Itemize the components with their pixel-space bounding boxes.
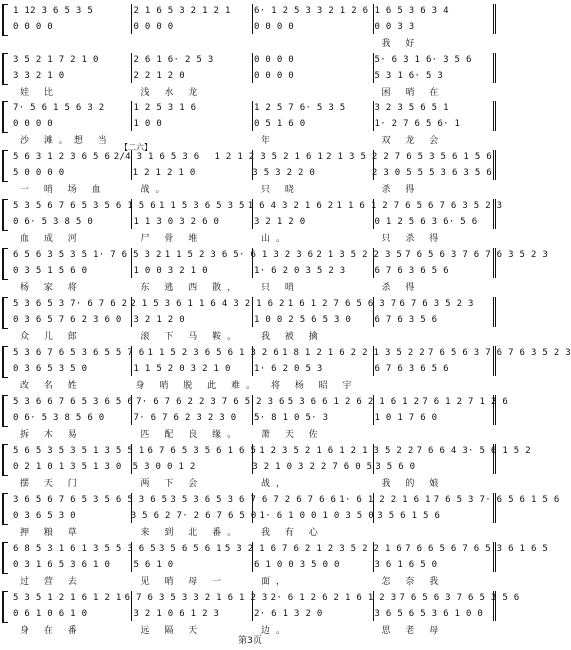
system-brace xyxy=(2,591,8,623)
lyric: 血 成 河 xyxy=(20,234,83,244)
upper-voice xyxy=(10,395,509,409)
staff-system xyxy=(0,246,549,298)
barline xyxy=(131,591,132,621)
barline xyxy=(373,101,374,131)
lyric: 拆 木 易 xyxy=(20,430,83,440)
lower-voice xyxy=(10,362,492,376)
lyric: 浅 水 龙 xyxy=(140,88,204,98)
lower-voice xyxy=(10,215,492,229)
barline xyxy=(252,150,253,180)
measure: 0 6· 5 3 8 5 6 0 xyxy=(13,413,105,423)
upper-voice xyxy=(10,591,520,605)
measure: 5 0 0 0 0 xyxy=(13,168,65,178)
measure: 2· 6 1 2 6 2 1 6 1 2 3 xyxy=(270,593,397,603)
measure: 3 5 6 5 6 1 xyxy=(158,544,222,554)
lyric: 杨 家 将 xyxy=(20,283,83,293)
measure: 0 3 1 6 5 3 6 1 0 xyxy=(13,560,111,570)
measure: 0 0 0 0 xyxy=(13,22,54,32)
measure: 2 6 1 6· 2 5 3 xyxy=(133,55,214,65)
lyric: 我 的 娘 xyxy=(381,479,445,489)
lyric: 将 杨 昭 宇 xyxy=(270,381,358,391)
barline xyxy=(131,150,132,180)
measure: 3 2 1 2 0 xyxy=(254,217,306,227)
page-number: 第3页 xyxy=(238,636,262,646)
measure: 1 1 5 3 6 5 3 5 xyxy=(158,201,245,211)
lyric: 只 哨 xyxy=(261,283,300,293)
measure: 1 1 5 2 3 6 5 6 1 3 2 6 xyxy=(147,348,280,358)
barline xyxy=(252,493,253,523)
upper-voice xyxy=(10,444,531,458)
measure: 1 0 1 7 6 0 xyxy=(374,413,438,423)
system-brace xyxy=(2,248,8,280)
lyric xyxy=(372,526,493,540)
measure: 3 5 2 1 7 2 1 0 xyxy=(13,55,99,65)
barline xyxy=(493,346,496,376)
lyric: 山。 xyxy=(261,234,292,244)
measure: 5 6 3 1 2 3 6 5 6 xyxy=(13,152,111,162)
measure: 0 0 0 0 xyxy=(133,22,174,32)
measure: 0 6 1 0 6 1 0 xyxy=(13,609,88,619)
measure: 7· 6 7 6 2 2 3 7 6 5 2 3 6 xyxy=(136,397,285,407)
barline xyxy=(373,346,374,376)
lyric: 改 名 姓 xyxy=(20,381,83,391)
barline xyxy=(373,150,374,180)
lyrics-row xyxy=(10,232,492,246)
measure: 5· 8 1 0 5· 3 xyxy=(254,413,329,423)
section-marker: 【二六】 xyxy=(120,143,152,152)
measure: 1· 6 1 2 2 1 6 1 xyxy=(339,495,431,505)
barline xyxy=(373,444,374,474)
measure: 1· 6 2 0 3 5 2 3 xyxy=(254,266,346,276)
measure: 1 1 6 1 2 7 6 5 6 7 6 3 5 2 3 xyxy=(336,201,503,211)
lyrics-row xyxy=(10,281,492,295)
lyric xyxy=(10,37,131,51)
measure: 6· 1 2 5 3 3 2 1 2 6 xyxy=(254,6,369,16)
barline xyxy=(131,444,132,474)
upper-voice xyxy=(10,297,492,311)
measure: 0 3 6 5 7 6 2 3 6 0 xyxy=(13,315,122,325)
upper-voice xyxy=(10,493,560,507)
barline xyxy=(252,248,253,278)
measure: 1 6 4 3 2 1 6 2 xyxy=(247,201,334,211)
measure: 1 2 1 2 3 5 2 1 6 1 xyxy=(214,152,324,162)
lyrics-row xyxy=(10,379,492,393)
barline xyxy=(252,542,253,572)
barline xyxy=(252,199,253,229)
barline xyxy=(131,346,132,376)
lyric: 边。 xyxy=(261,626,292,636)
measure: 7 6 6 5 6 7 6 5 3 6 1 6 5 xyxy=(405,544,549,554)
barline xyxy=(373,542,374,572)
barline xyxy=(373,4,374,34)
lyric: 过 营 去 xyxy=(20,577,83,587)
barline xyxy=(493,101,496,131)
lyric: 双 龙 会 xyxy=(381,136,445,146)
barline xyxy=(252,591,253,621)
measure: 5 3 0 0 1 2 xyxy=(132,462,196,472)
measure: 3 5 6 1 5 6 xyxy=(377,511,441,521)
lyric: 押 粮 草 xyxy=(20,528,83,538)
system-brace xyxy=(2,4,8,36)
measure: 6 7 6 3 5 6 xyxy=(374,315,438,325)
lyrics-row xyxy=(10,183,492,197)
measure: 6 7 6 3 6 5 6 xyxy=(374,364,449,374)
measure: 1 2 1 2 1 0 xyxy=(132,168,196,178)
barline xyxy=(373,493,374,523)
lower-voice xyxy=(10,460,492,474)
lyric: 东 逃 西 散， xyxy=(140,283,243,293)
lyric: 来 到 北 番。 xyxy=(140,528,243,538)
measure: 5 3 6 5 3 7· 6 7 6 2 xyxy=(13,299,128,309)
measure: 6 7 6 3 5 3 3 2 1 6 1 2 3 xyxy=(124,593,268,603)
lyric: 见 哨 母 一 xyxy=(140,577,228,587)
measure: 0 5 1 6 0 xyxy=(254,119,306,129)
barline xyxy=(493,493,496,523)
lyric: 怎 奈 我 xyxy=(381,577,445,587)
measure: 0 0 0 0 xyxy=(254,71,295,81)
staff-system xyxy=(0,540,549,592)
system-brace xyxy=(2,346,8,378)
measure: 6 5 6 3 5 3 5 1· 7 6 5 3 2 xyxy=(13,250,162,260)
measure: 1· 2 7 6 5 6· 1 xyxy=(374,119,461,129)
measure: 6 7 6 3 6 5 6 xyxy=(374,266,449,276)
measure: 1 1 5 2 0 3 2 1 0 xyxy=(133,364,231,374)
measure: 7· 5 6 1 5 6 3 2 xyxy=(13,103,105,113)
lyrics-row xyxy=(10,428,492,442)
lyric: 摆 天 门 xyxy=(20,479,83,489)
measure: 6 7 6 3 5 2 3 xyxy=(399,299,474,309)
upper-voice xyxy=(10,150,492,164)
measure: 7· 6 7 6 2 3 2 3 0 xyxy=(133,413,237,423)
lyrics-row xyxy=(10,477,492,491)
measure: 1 1 3 0 3 2 6 0 xyxy=(133,217,220,227)
lyric: 身 在 番 xyxy=(20,626,83,636)
lyrics-row xyxy=(10,575,492,589)
barline xyxy=(131,493,132,523)
barline xyxy=(493,248,496,278)
lyric: 尸 骨 堆 xyxy=(140,234,204,244)
barline xyxy=(131,101,132,131)
staff-system xyxy=(0,491,560,543)
lyric: 战， xyxy=(261,479,292,489)
staff-system xyxy=(0,589,520,641)
measure: 5 3 5 6 7 6 5 3 5 6 1 5 6 xyxy=(13,201,156,211)
measure: 7 6 5 6 3 7 6 7 6 3 5 2 3 xyxy=(405,250,549,260)
barline xyxy=(493,542,496,572)
barline xyxy=(131,199,132,229)
lower-voice xyxy=(10,411,492,425)
barline xyxy=(131,53,132,83)
lyrics-row xyxy=(10,134,492,148)
staff-system xyxy=(0,295,500,347)
lyric xyxy=(131,37,252,51)
measure: 2 1 5 3 6 1 1 6 4 3 2 1 6 2 xyxy=(130,299,285,309)
barline xyxy=(131,297,132,327)
measure: 2· 6 1 3 2 0 xyxy=(254,609,323,619)
lyric: 只 晓 xyxy=(261,185,300,195)
lyric: 杀 得 xyxy=(381,283,421,293)
staff-system xyxy=(0,442,531,494)
system-brace xyxy=(2,395,8,427)
lyric xyxy=(372,330,493,344)
barline xyxy=(493,591,496,621)
system-brace xyxy=(2,101,8,133)
lower-voice xyxy=(10,558,492,572)
barline xyxy=(493,444,496,474)
measure: 3 2 1 2 0 xyxy=(133,315,185,325)
lyric: 我 好 xyxy=(381,39,421,49)
staff-system xyxy=(0,197,503,249)
staff-system xyxy=(0,51,500,103)
upper-voice xyxy=(10,4,492,18)
measure: 5· 6 3 1 6· 3 5 6 xyxy=(374,55,472,65)
lyric: 一 哨 场 血 xyxy=(20,185,107,195)
lyric: 沙 滩。想 当 xyxy=(20,136,113,146)
barline xyxy=(373,395,374,425)
measure: 3 5 6 0 xyxy=(375,462,416,472)
lower-voice xyxy=(10,69,492,83)
barline xyxy=(493,150,496,180)
lyric: 年 xyxy=(261,136,277,146)
barline xyxy=(252,346,253,376)
lower-voice xyxy=(10,509,492,523)
system-brace xyxy=(2,150,8,182)
measure: 1· 6 1 0 0 1 0 3 5 0 xyxy=(259,511,374,521)
measure: 5 3 2 1 6 7 6 2 1 2 3 5 2 2 1 6 xyxy=(224,544,403,554)
barline xyxy=(373,199,374,229)
measure: 0 0 3 3 xyxy=(374,22,415,32)
lower-voice xyxy=(10,264,492,278)
lyric: 困 哨 在 xyxy=(381,88,445,98)
lower-voice xyxy=(10,20,492,34)
lower-voice xyxy=(10,117,492,131)
lyric: 身 哨 脱 此 难。 xyxy=(135,381,261,391)
measure: 3 2 1 0 3 2 2 7 6 0 5 xyxy=(252,462,373,472)
measure: 0 6· 5 3 8 5 0 xyxy=(13,217,94,227)
lower-voice xyxy=(10,166,492,180)
measure: 7 6 5 3 7· 6 5 6 1 5 6 xyxy=(433,495,560,505)
measure: 3 2 3 5 6 5 1 xyxy=(374,103,449,113)
measure: 1 0 0 3 2 1 0 xyxy=(133,266,208,276)
measure: 2 1 6 5 3 2 1 2 1 xyxy=(133,6,231,16)
barline xyxy=(493,4,496,34)
lyric: 娃 比 xyxy=(20,88,59,98)
barline xyxy=(131,248,132,278)
lyric: 匹 配 良 缘。 xyxy=(140,430,243,440)
measure: 7 6 1 2 7 1 2 6 xyxy=(422,397,509,407)
barline xyxy=(373,591,374,621)
measure: 3 2 1 0 6 1 2 3 xyxy=(133,609,220,619)
upper-voice xyxy=(10,346,571,360)
measure: 3 6 5 6 5 3 6 1 0 0 xyxy=(374,609,484,619)
barline xyxy=(252,395,253,425)
measure: 1 6 5 3 6 3 4 xyxy=(374,6,449,16)
lyric: 众 儿 郎 xyxy=(20,332,83,342)
measure: 1 0 0 2 5 6 5 3 0 xyxy=(254,315,352,325)
measure: 3 6 1 6 5 0 xyxy=(374,560,438,570)
measure: 5 3 5 1 2 1 6 1 2 1 xyxy=(13,593,122,603)
barline xyxy=(493,53,496,83)
measure: 3 5 3 6 5 3 6 7 6 7 2 6 7 6 6 xyxy=(170,495,337,505)
measure: 0 0 0 0 xyxy=(254,22,295,32)
lyric: 两 下 会 xyxy=(140,479,204,489)
measure: 1 0 0 xyxy=(133,119,163,129)
lyrics-row xyxy=(10,330,492,344)
system-brace xyxy=(2,542,8,574)
measure: 5 6 5 3 5 3 5 1 3 5 5 1 xyxy=(13,446,145,456)
measure: 1 2 5 3 1 6 xyxy=(133,103,197,113)
measure: 0 3 5 1 5 6 0 xyxy=(13,266,88,276)
barline xyxy=(373,248,374,278)
staff-system xyxy=(0,2,500,54)
lyric: 萧 天 佐 xyxy=(261,430,324,440)
barline xyxy=(373,53,374,83)
measure: 6 1 0 0 3 5 0 0 xyxy=(254,560,340,570)
system-brace xyxy=(2,199,8,231)
lyrics-row xyxy=(10,526,492,540)
staff-system xyxy=(0,143,500,200)
measure: 2 1 3 5 2 2 3 5 xyxy=(316,250,403,260)
measure: 2 1 3 5 2 2 7 6 5 3 5 6 1 5 6 xyxy=(326,152,492,162)
measure: 1 12 3 6 5 3 5 xyxy=(13,6,94,16)
measure: 5 3 6 6 7 6 5 3 6 5 6 xyxy=(13,397,134,407)
lyric: 远 隔 天 xyxy=(140,626,204,636)
barline xyxy=(493,297,496,327)
barline xyxy=(252,444,253,474)
upper-voice xyxy=(10,101,492,115)
barline xyxy=(252,101,253,131)
lower-voice xyxy=(10,607,492,621)
barline xyxy=(131,4,132,34)
barline xyxy=(493,395,496,425)
upper-voice xyxy=(10,199,503,213)
measure: 3 3 2 1 0 xyxy=(13,71,65,81)
lyric xyxy=(251,86,372,100)
measure: 0 3 6 5 3 0 xyxy=(13,511,76,521)
system-brace xyxy=(2,53,8,85)
lyric: 只 杀 得 xyxy=(381,234,445,244)
measure: 2 3 0 5 5 5 3 6 3 5 6 xyxy=(371,168,493,178)
measure: 1 8 1 2 1 6 2 2 1 3 5 2 2 xyxy=(282,348,426,358)
measure: 1 1 5 2 3 6 5· 6 1 3 2 3 6 xyxy=(164,250,314,260)
barline xyxy=(252,297,253,327)
barline xyxy=(373,297,374,327)
measure: 7 6 5 6 3 7 6 5 3 5 6 xyxy=(399,593,520,603)
measure: 3 5 6 2 7· 2 6 7 6 5 0 xyxy=(130,511,257,521)
system-brace xyxy=(2,297,8,329)
measure: 1 2 5 7 6· 5 3 5 xyxy=(254,103,346,113)
barline xyxy=(252,53,253,83)
system-brace xyxy=(2,493,8,525)
measure: 1 2 3 5 2 1 6 1 2 1 3 5 2 2 xyxy=(259,446,414,456)
lyric: 杀 得 xyxy=(381,185,421,195)
lower-voice xyxy=(10,313,492,327)
lyric: 我 有 心 xyxy=(261,528,324,538)
measure: 5 6 1 0 xyxy=(133,560,174,570)
system-brace xyxy=(2,444,8,476)
lyric xyxy=(376,379,492,393)
measure: 6 8 5 3 1 6 1 3 5 5 3 6 5 xyxy=(13,544,156,554)
measure: 7 6 6 4 3· 5 6 1 5 2 xyxy=(416,446,531,456)
staff-system xyxy=(0,344,571,396)
measure: 0 2 1 0 1 3 5 1 3 0 xyxy=(13,462,122,472)
lyrics-row xyxy=(10,86,492,100)
barline xyxy=(131,395,132,425)
upper-voice xyxy=(10,542,549,556)
measure: 6 7 6 5 3 5 6 1 6 5 xyxy=(147,446,257,456)
measure: 0 0 0 0 xyxy=(13,119,54,129)
staff-system xyxy=(0,99,500,151)
lyric xyxy=(372,428,493,442)
measure: 5 3 6 6 1 2 6 2 1 6 1 2 xyxy=(287,397,420,407)
measure: 2/4 3 1 6 5 3 6 xyxy=(113,152,200,162)
measure: 0 3 6 5 3 5 0 xyxy=(13,364,88,374)
measure: 0 1 2 5 6 3 6· 5 6 xyxy=(374,217,478,227)
barline xyxy=(252,4,253,34)
upper-voice xyxy=(10,53,492,67)
upper-voice xyxy=(10,248,549,262)
lyrics-row xyxy=(10,37,492,51)
staff-system xyxy=(0,393,509,445)
measure: 3 5 3 2 2 0 xyxy=(252,168,316,178)
lyric: 战。 xyxy=(140,185,171,195)
measure: 5 3 6 7 6 5 3 6 5 5 7 6 xyxy=(13,348,145,358)
measure: 7 6 5 6 3 7 6 7 6 3 5 2 3 xyxy=(428,348,571,358)
lyric xyxy=(251,37,372,51)
measure: 0 0 0 0 xyxy=(254,55,295,65)
lyric: 面， xyxy=(261,577,292,587)
lyric: 思 老 母 xyxy=(381,626,445,636)
measure: 3 6 5 6 7 6 5 3 5 6 5 3 6 5 xyxy=(13,495,168,505)
measure: 5 3 1 6· 5 3 xyxy=(374,71,444,81)
measure: 1 6 1 2 7 6 5 6 3 7 xyxy=(287,299,397,309)
barline xyxy=(131,542,132,572)
barline xyxy=(493,199,496,229)
lyric: 滚 下 马 鞍。 xyxy=(140,332,243,342)
measure: 1· 6 2 0 5 3 xyxy=(254,364,323,374)
measure: 2 2 1 2 0 xyxy=(133,71,185,81)
lyric: 我 被 擒 xyxy=(261,332,324,342)
